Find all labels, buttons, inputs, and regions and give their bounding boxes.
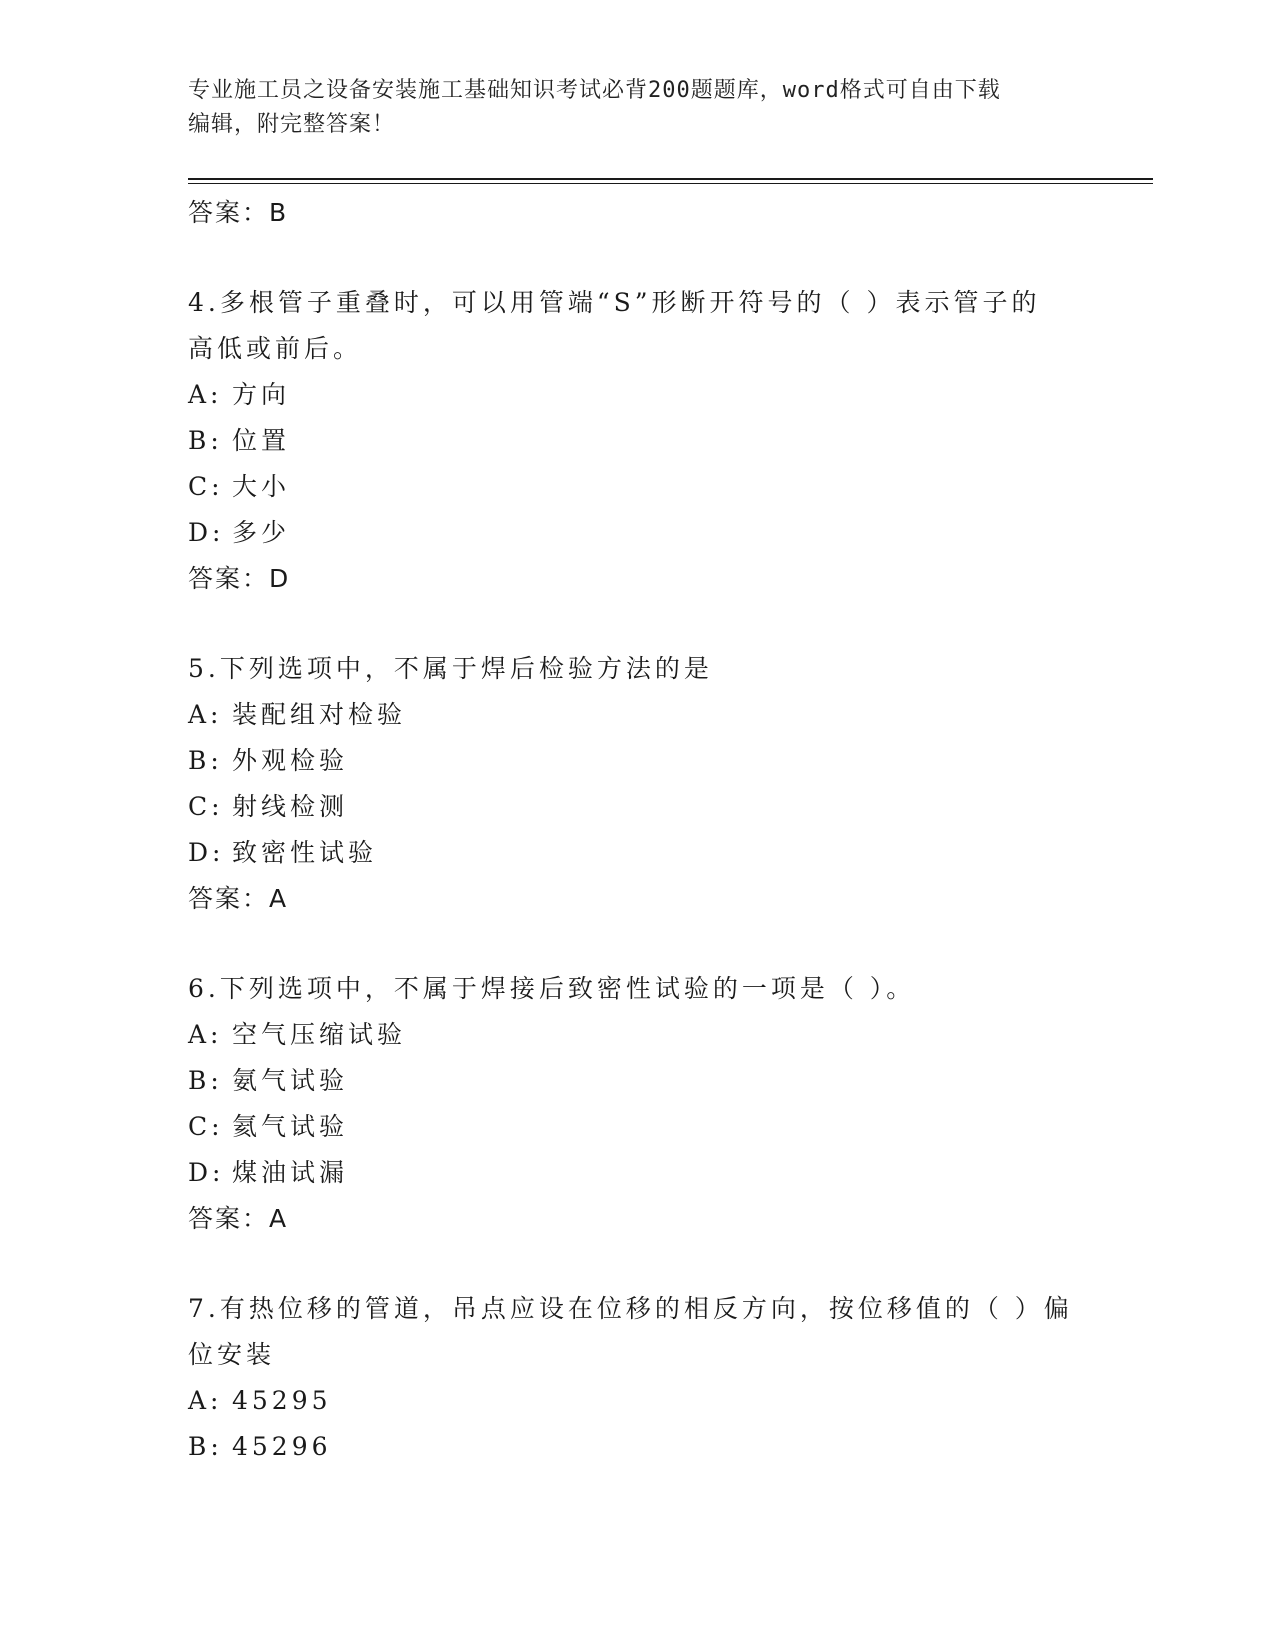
option-key: D: <box>188 838 225 867</box>
answer-label: 答案： <box>188 198 270 227</box>
answer-label: 答案： <box>188 884 270 913</box>
option-text: 45295 <box>232 1386 332 1415</box>
header-title-line-1: 专业施工员之设备安装施工基础知识考试必背200题题库，word格式可自由下载 <box>188 78 1001 103</box>
question-text <box>188 646 1088 692</box>
document-header <box>188 74 1088 142</box>
option-text: 氦气试验 <box>232 1112 349 1141</box>
answer-prev-question <box>188 190 1088 236</box>
option-text: 空气压缩试验 <box>232 1020 407 1049</box>
question-text <box>188 966 1088 1012</box>
option-text: 45296 <box>232 1432 332 1461</box>
option-a <box>188 372 1088 418</box>
option-d <box>188 1150 1088 1196</box>
question-text-line-1: 7.有热位移的管道，吊点应设在位移的相反方向，按位移值的（ ）偏 <box>188 1294 1073 1323</box>
option-key: D: <box>188 518 225 547</box>
question-5 <box>188 646 1088 876</box>
question-text-line-1: 4.多根管子重叠时，可以用管端“S”形断开符号的（ ）表示管子的 <box>188 288 1041 317</box>
option-a <box>188 692 1088 738</box>
option-key: A: <box>188 380 223 409</box>
option-text: 位置 <box>232 426 291 455</box>
option-key: A: <box>188 1020 223 1049</box>
option-c <box>188 784 1088 830</box>
option-text: 大小 <box>232 472 291 501</box>
header-divider-thin <box>188 183 1153 184</box>
option-b <box>188 1058 1088 1104</box>
option-key: B: <box>188 1066 223 1095</box>
answer-label: 答案： <box>188 1204 270 1233</box>
answer-value: A <box>269 884 289 913</box>
header-title-line-2: 编辑，附完整答案！ <box>188 112 396 137</box>
option-text: 外观检验 <box>232 746 349 775</box>
option-text: 煤油试漏 <box>232 1158 349 1187</box>
question-text-line-1: 5.下列选项中，不属于焊后检验方法的是 <box>188 654 713 683</box>
option-b <box>188 418 1088 464</box>
option-key: B: <box>188 746 223 775</box>
header-divider-thick <box>188 178 1153 180</box>
option-key: B: <box>188 426 223 455</box>
answer-value: B <box>269 198 289 227</box>
answer-value: A <box>269 1204 289 1233</box>
option-key: C: <box>188 792 224 821</box>
question-text-line-1: 6.下列选项中，不属于焊接后致密性试验的一项是（ ）。 <box>188 974 916 1003</box>
option-key: A: <box>188 1386 223 1415</box>
option-a <box>188 1378 1088 1424</box>
option-a <box>188 1012 1088 1058</box>
answer-question-4 <box>188 556 1088 602</box>
option-key: C: <box>188 1112 224 1141</box>
option-b <box>188 1424 1088 1470</box>
option-key: B: <box>188 1432 223 1461</box>
question-text-line-2: 位安装 <box>188 1340 276 1369</box>
option-b <box>188 738 1088 784</box>
option-text: 方向 <box>232 380 291 409</box>
option-key: D: <box>188 1158 225 1187</box>
option-d <box>188 830 1088 876</box>
option-text: 装配组对检验 <box>232 700 407 729</box>
option-c <box>188 464 1088 510</box>
option-d <box>188 510 1088 556</box>
option-key: A: <box>188 700 223 729</box>
option-key: C: <box>188 472 224 501</box>
question-text <box>188 1286 1088 1378</box>
question-4 <box>188 280 1088 556</box>
question-7 <box>188 1286 1088 1470</box>
option-c <box>188 1104 1088 1150</box>
answer-value: D <box>269 564 291 593</box>
answer-question-5 <box>188 876 1088 922</box>
option-text: 致密性试验 <box>232 838 378 867</box>
option-text: 射线检测 <box>232 792 349 821</box>
question-text-line-2: 高低或前后。 <box>188 334 363 363</box>
option-text: 氨气试验 <box>232 1066 349 1095</box>
answer-question-6 <box>188 1196 1088 1242</box>
question-6 <box>188 966 1088 1196</box>
option-text: 多少 <box>232 518 291 547</box>
answer-label: 答案： <box>188 564 270 593</box>
question-list <box>188 190 1088 1470</box>
question-text <box>188 280 1088 372</box>
